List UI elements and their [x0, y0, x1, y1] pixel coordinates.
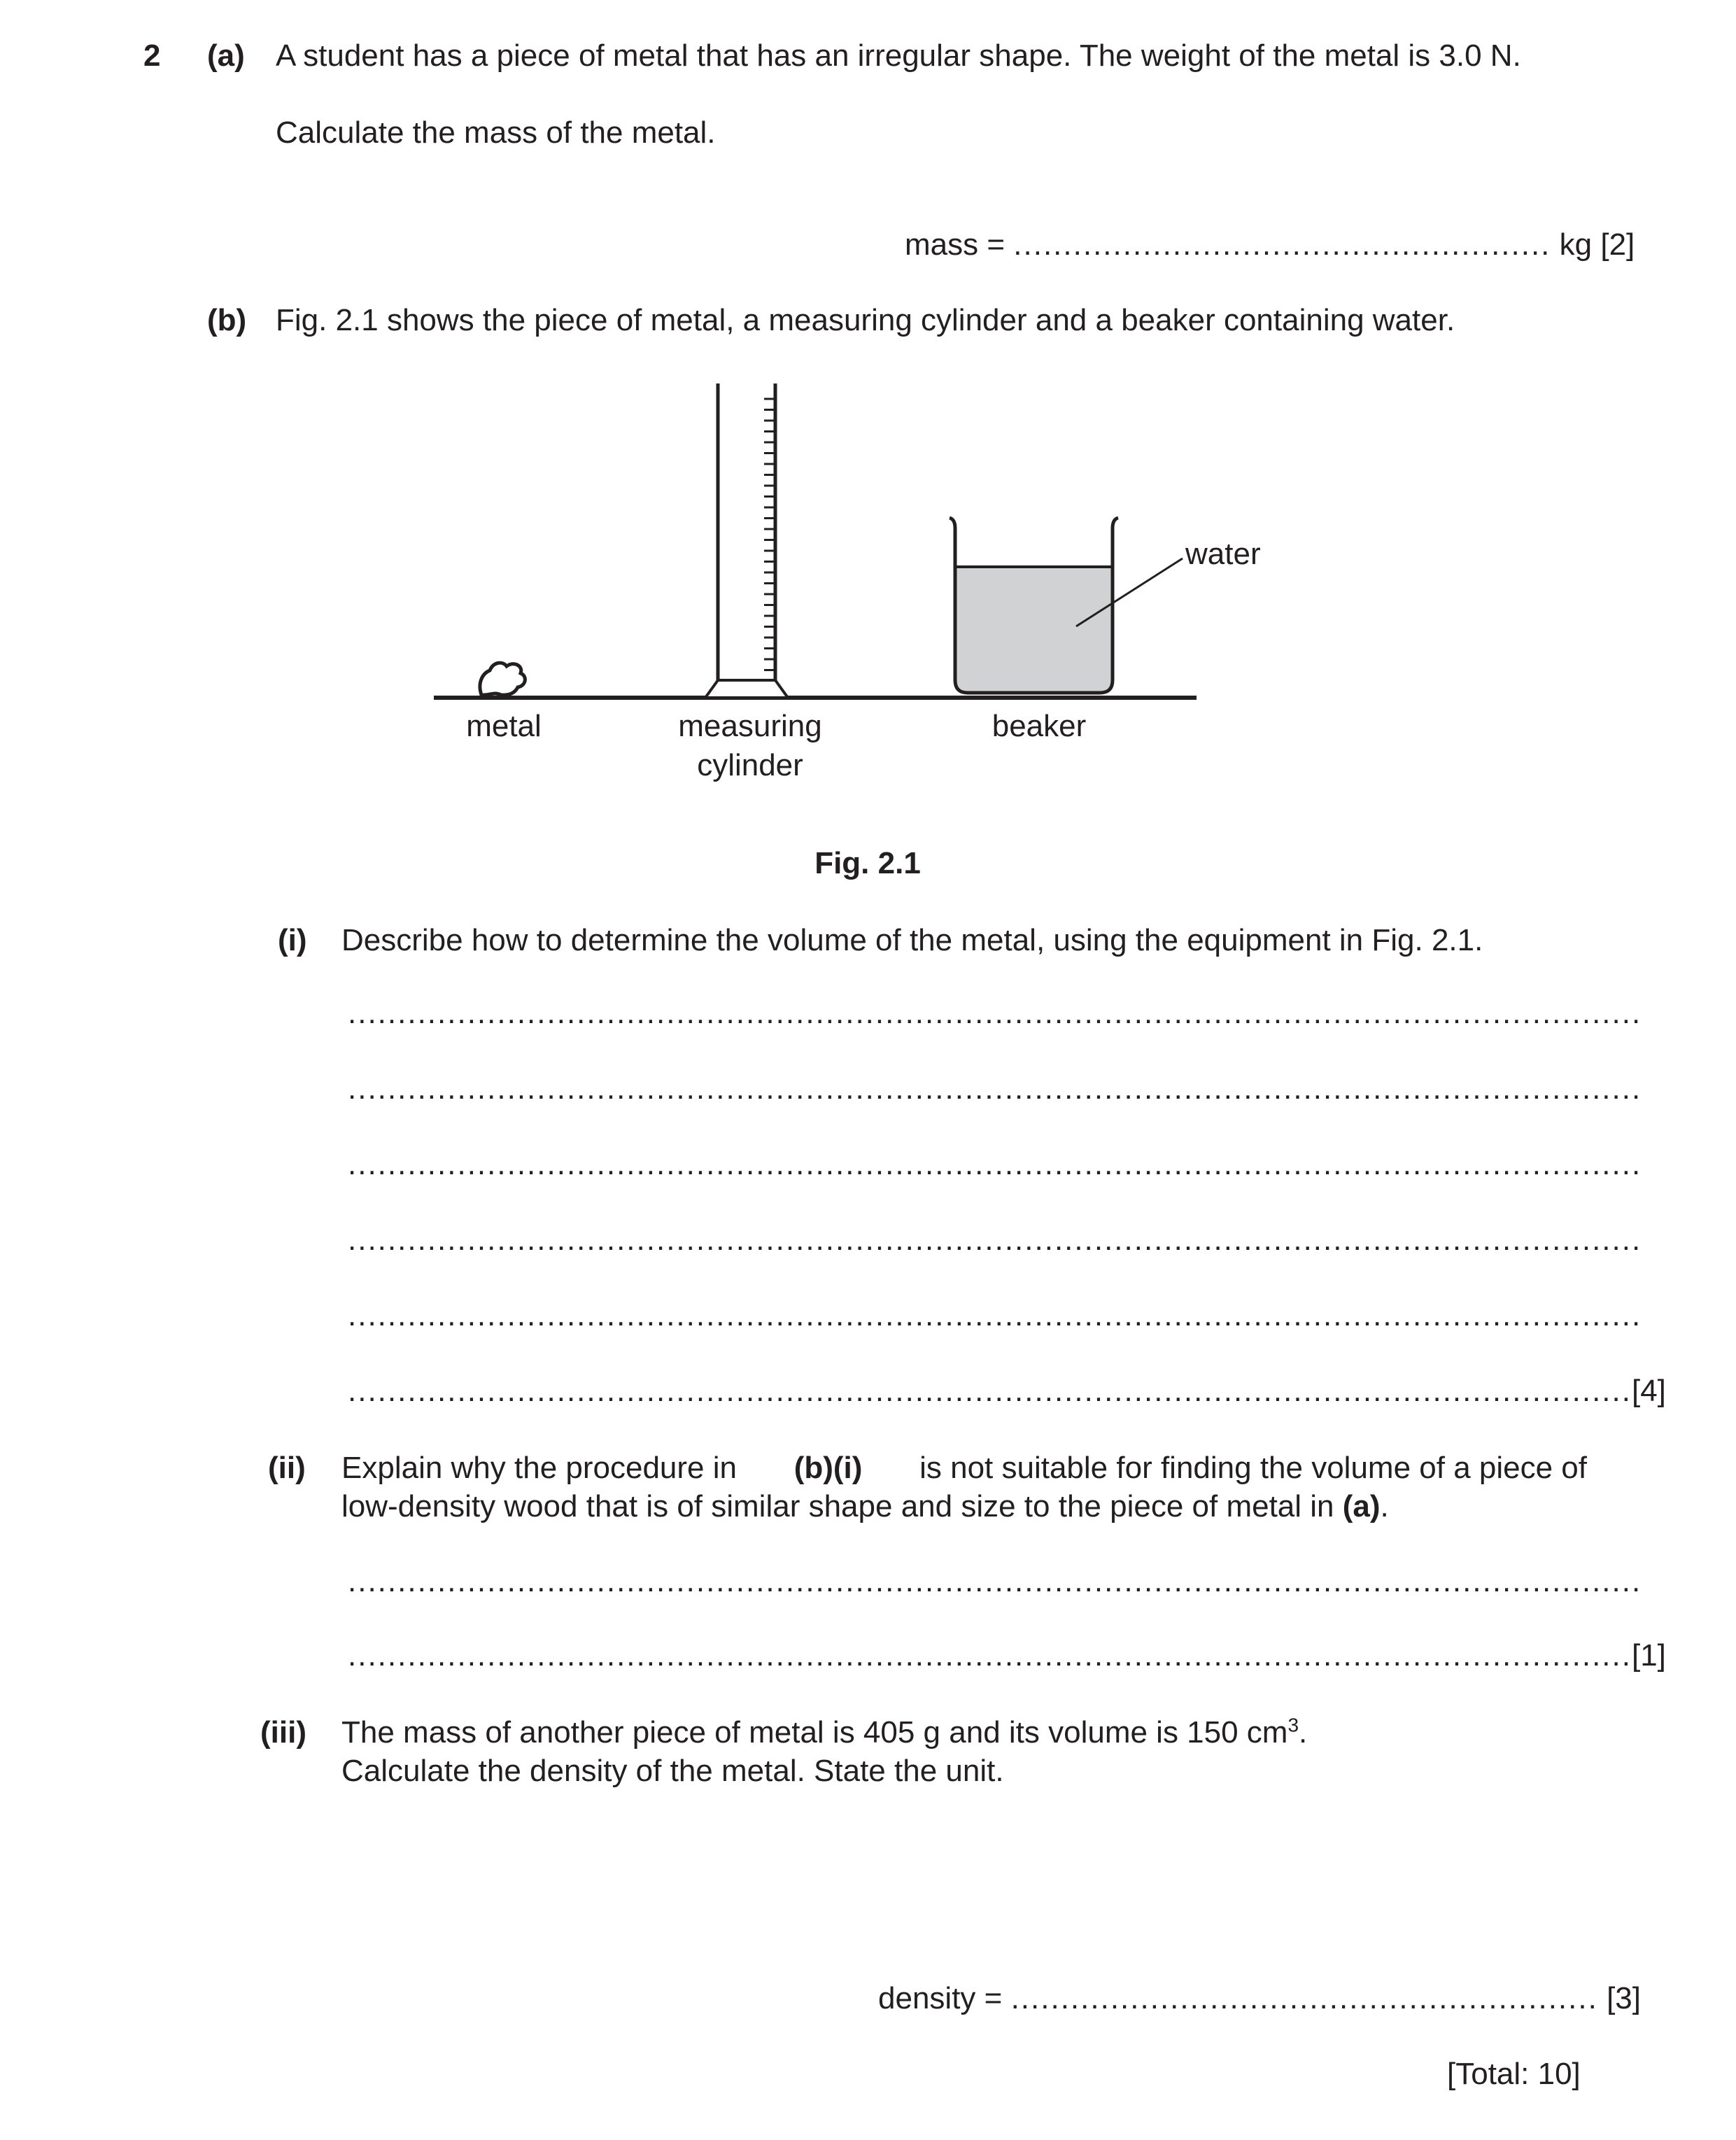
total-marks: [Total: 10]	[1447, 2057, 1581, 2091]
answer-line-b-ii-2[interactable]: .................................................................................................................................	[348, 1638, 1632, 1673]
answer-line-b-ii-1[interactable]: ..................................................................................................................................	[348, 1564, 1642, 1598]
density-answer-row	[878, 1979, 1641, 2018]
answer-line-b-i-6-row	[348, 1372, 1666, 1411]
mass-answer-line[interactable]: ......................................................	[1013, 227, 1551, 262]
part-b-i-text: Describe how to determine the volume of the metal, using the equipment in Fig. 2.1.	[341, 923, 1483, 957]
answer-line-b-i-4[interactable]: ..................................................................................................................................	[348, 1223, 1642, 1257]
mass-label: mass =	[905, 227, 1005, 262]
part-b-text: Fig. 2.1 shows the piece of metal, a measuring cylinder and a beaker containing water.	[276, 303, 1455, 337]
part-a-instruction: Calculate the mass of the metal.	[276, 115, 716, 150]
part-b-ii-text-3: low-density wood that is of similar shape and size to the piece of metal in	[341, 1489, 1343, 1523]
part-b-iii-text	[341, 1713, 1307, 1752]
figure-2-1	[0, 0, 1736, 910]
answer-line-b-i-1[interactable]: ..................................................................................................................................	[348, 996, 1642, 1030]
part-b-ii-label: (ii)	[268, 1451, 306, 1485]
water	[955, 567, 1113, 693]
part-b-iii-superscript: 3	[1287, 1714, 1299, 1736]
part-b-label: (b)	[207, 303, 247, 337]
label-metal: metal	[466, 709, 542, 743]
answer-line-b-i-5[interactable]: ..................................................................................................................................	[348, 1298, 1642, 1332]
question-number: 2	[143, 38, 161, 73]
part-a-text: A student has a piece of metal that has an irregular shape. The weight of the metal is 3.0 N.	[276, 38, 1521, 73]
part-b-i-label: (i)	[278, 923, 307, 957]
label-beaker: beaker	[992, 709, 1087, 743]
label-cylinder: cylinder	[697, 748, 803, 782]
part-b-iii-label: (iii)	[260, 1715, 306, 1750]
part-a-label: (a)	[207, 38, 245, 73]
answer-line-b-i-6[interactable]: .................................................................................................................................	[348, 1374, 1632, 1408]
part-b-ii-text-2: is not suitable for finding the volume of a piece of	[919, 1451, 1587, 1485]
part-b-ii-text-1: Explain why the procedure in	[341, 1451, 737, 1485]
part-b-iii-text-1: The mass of another piece of metal is 405 g and its volume is 150 cm	[341, 1715, 1288, 1750]
label-water: water	[1185, 537, 1261, 571]
answer-line-b-ii-2-row	[348, 1636, 1666, 1675]
part-b-ii-text-end: .	[1380, 1489, 1389, 1523]
answer-line-b-i-2[interactable]: ..................................................................................................................................	[348, 1071, 1642, 1106]
density-answer-line[interactable]: ...........................................................	[1010, 1981, 1598, 2015]
part-b-ii-ref-1: (b)(i)	[793, 1451, 863, 1485]
part-b-ii-ref-2: (a)	[1342, 1489, 1381, 1523]
figure-caption: Fig. 2.1	[814, 846, 921, 880]
part-b-ii-line-1	[341, 1449, 1587, 1488]
answer-line-b-i-3[interactable]: ..................................................................................................................................	[348, 1147, 1642, 1181]
beaker	[950, 518, 1183, 693]
mass-marks: kg [2]	[1559, 227, 1635, 262]
part-b-ii-marks: [1]	[1631, 1638, 1666, 1673]
part-b-i-marks: [4]	[1631, 1374, 1666, 1408]
density-label: density =	[878, 1981, 1003, 2015]
metal-piece	[480, 663, 525, 695]
part-b-ii-line-2	[341, 1487, 1389, 1526]
part-b-iii-instruction: Calculate the density of the metal. State the unit.	[341, 1754, 1004, 1788]
label-measuring: measuring	[678, 709, 822, 743]
density-marks: [3]	[1607, 1981, 1641, 2015]
part-b-iii-text-end: .	[1299, 1715, 1308, 1750]
measuring-cylinder	[705, 383, 788, 698]
